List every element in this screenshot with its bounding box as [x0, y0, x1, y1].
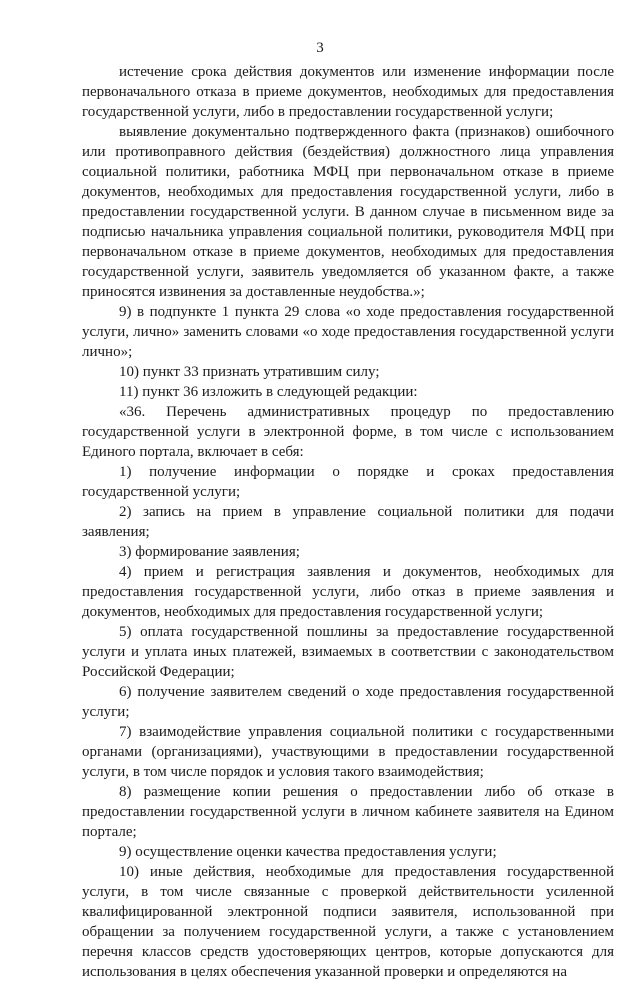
- list-item: 6) получение заявителем сведений о ходе предоставления государственной услуги;: [82, 684, 614, 720]
- paragraph: 11) пункт 36 изложить в следующей редакции:: [119, 384, 418, 400]
- paragraph: истечение срока действия документов или изменение информации после первоначального отказа в приеме документов, необходимых для предоставления государственной услуги, либо в предоставлении государственной услуги;: [82, 64, 614, 120]
- list-item: 4) прием и регистрация заявления и документов, необходимых для предоставления государственной услуги, либо отказ в приеме заявления и документов, необходимых для предоставления государственной услуги;: [82, 564, 614, 620]
- list-item: 8) размещение копии решения о предоставлении либо об отказе в предоставлении государственной услуги в личном кабинете заявителя на Едином портале;: [82, 784, 614, 840]
- list-item: 5) оплата государственной пошлины за предоставление государственной услуги и уплата иных платежей, взимаемых в соответствии с законодательством Российской Федерации;: [82, 624, 614, 680]
- list-item: 10) иные действия, необходимые для предоставления государственной услуги, в том числе связанные с проверкой действительности усиленной квалифицированной электронной подписи заявителя, использованной при обращении за получением государственной услуги, а также с установлением перечня классов средств удостоверяющих центров, которые допускаются для использования в целях обеспечения указанной проверки и определяются на: [82, 864, 614, 980]
- document-body: [82, 62, 614, 982]
- paragraph: 9) в подпункте 1 пункта 29 слова «о ходе предоставления государственной услуги, лично» заменить словами «о ходе предоставления государственной услуги лично»;: [82, 304, 614, 360]
- list-item: 1) получение информации о порядке и сроках предоставления государственной услуги;: [82, 464, 614, 500]
- paragraph: 10) пункт 33 признать утратившим силу;: [119, 364, 380, 380]
- list-item: 7) взаимодействие управления социальной политики с государственными органами (организациями), участвующими в предоставлении государственной услуги, в том числе порядок и условия такого взаимодействия;: [82, 724, 614, 780]
- list-item: 3) формирование заявления;: [119, 544, 300, 560]
- paragraph: «36. Перечень административных процедур по предоставлению государственной услуги в электронной форме, в том числе с использованием Единого портала, включает в себя:: [82, 404, 614, 460]
- list-item: 2) запись на прием в управление социальной политики для подачи заявления;: [82, 504, 614, 540]
- paragraph: выявление документально подтвержденного факта (признаков) ошибочного или противоправного действия (бездействия) должностного лица управления социальной политики, работника МФЦ при первоначальном отказе в приеме документов, необходимых для предоставления государственной услуги, либо в предоставлении государственной услуги. В данном случае в письменном виде за подписью начальника управления социальной политики, руководителя МФЦ при первоначальном отказе в приеме документов, необходимых для предоставления государственной услуги, заявитель уведомляется об указанном факте, а также приносятся извинения за доставленные неудобства.»;: [82, 124, 614, 300]
- list-item: 9) осуществление оценки качества предоставления услуги;: [119, 844, 497, 860]
- page-number: 3: [316, 40, 324, 56]
